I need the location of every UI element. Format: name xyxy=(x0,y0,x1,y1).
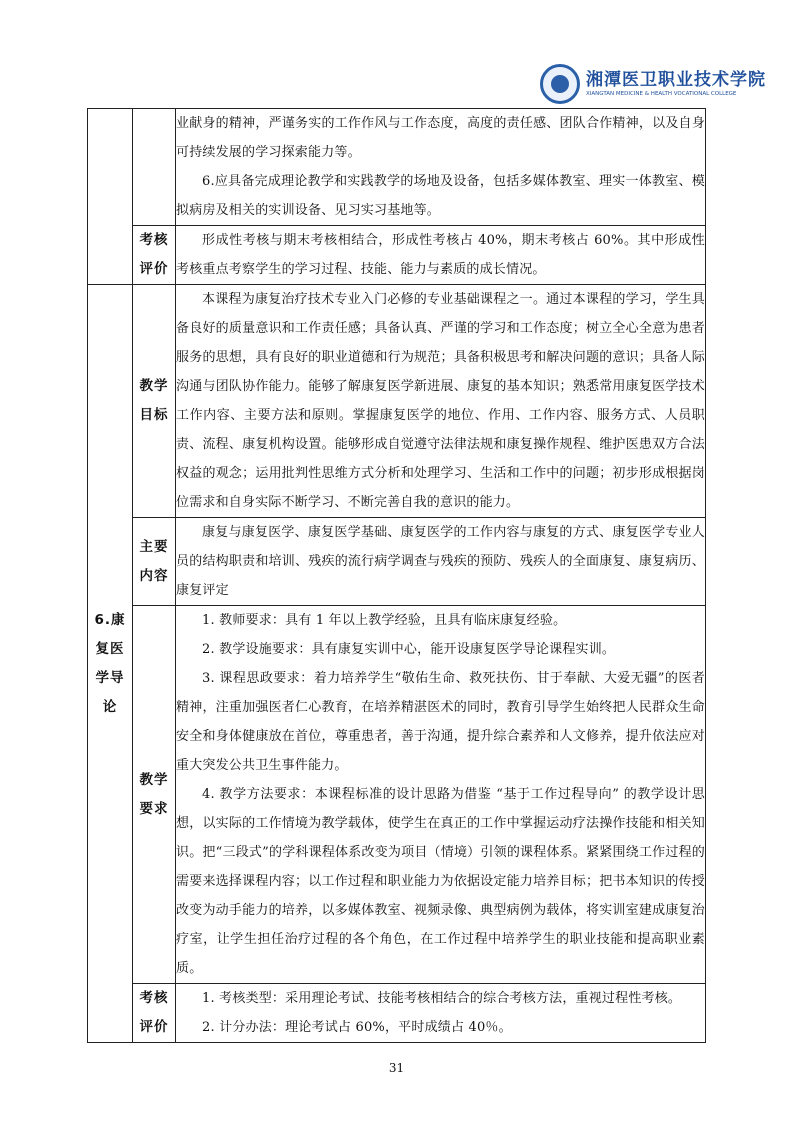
college-logo xyxy=(540,64,766,104)
assessment-cell xyxy=(176,984,706,1043)
content-text: 康复与康复医学、康复医学基础、康复医学的工作内容与康复的方式、康复医学专业人员的结构职责和培训、残疾的流行病学调查与残疾的预防、残疾人的全面康复、康复病历、康复评定 xyxy=(176,525,705,598)
table-row xyxy=(88,226,706,285)
college-name-en: XIANGTAN MEDICINE & HEALTH VOCATIONAL COLLEGE xyxy=(586,91,737,97)
prev-content-para-1: 业献身的精神，严谨务实的工作作风与工作态度，高度的责任感、团队合作精神，以及自身可持续发展的学习探索能力等。 xyxy=(176,116,705,160)
table-row xyxy=(88,606,706,984)
requirements-label: 教学 要求 xyxy=(133,606,176,984)
content-label: 主要 内容 xyxy=(133,518,176,606)
requirement-item: 3. 课程思政要求：着力培养学生“敬佑生命、救死扶伤、甘于奉献、大爱无疆”的医者精神，注重加强医者仁心教育，在培养精湛医术的同时，教育引导学生始终把人民群众生命安全和身体健康放在首位，尊重患者，善于沟通，提升综合素养和人文修养，提升依法应对重大突发公共卫生事件能力。 xyxy=(176,671,705,773)
prev-assessment-cell xyxy=(176,226,706,285)
assessment-item: 2. 计分办法：理论考试占 60%，平时成绩占 40％。 xyxy=(202,1020,512,1035)
requirement-item: 4. 教学方法要求：本课程标准的设计思路为借鉴 “基于工作过程导向” 的教学设计思想，以实际的工作情境为教学载体，使学生在真正的工作中掌握运动疗法操作技能和相关知识。把“三段式”的学科课程体系改变为项目（情境）引领的课程体系。紧紧围绕工作过程的需要来选择课程内容；以工作过程和职业能力为依据设定能力培养目标；把书本知识的传授改变为动手能力的培养，以多媒体教室、视频录像、典型病例为载体，将实训室建成康复治疗室，让学生担任治疗过程的各个角色，在工作过程中培养学生的职业技能和提高职业素质。 xyxy=(176,787,705,976)
assessment-label: 考核 评价 xyxy=(133,984,176,1043)
prev-course-cell xyxy=(88,109,133,285)
course-table xyxy=(87,108,706,1043)
requirements-cell xyxy=(176,606,706,984)
goals-cell xyxy=(176,285,706,518)
goals-label: 教学 目标 xyxy=(133,285,176,518)
table-row xyxy=(88,285,706,518)
course-name-cell: 6.康 复医 学导 论 xyxy=(88,285,133,1043)
prev-content-para-2: 6.应具备完成理论教学和实践教学的场地及设备，包括多媒体教室、理实一体教室、模拟病房及相关的实训设备、见习实习基地等。 xyxy=(176,174,705,218)
assessment-item: 1. 考核类型：采用理论考试、技能考核相结合的综合考核方法，重视过程性考核。 xyxy=(202,991,682,1006)
table-row xyxy=(88,518,706,606)
table-row xyxy=(88,109,706,226)
table-row xyxy=(88,984,706,1043)
college-name-cn: 湘潭医卫职业技术学院 xyxy=(586,70,766,90)
requirement-item: 1. 教师要求：具有 1 年以上教学经验，且具有临床康复经验。 xyxy=(202,613,567,628)
content-cell xyxy=(176,518,706,606)
goals-text: 本课程为康复治疗技术专业入门必修的专业基础课程之一。通过本课程的学习，学生具备良好的质量意识和工作责任感；具备认真、严谨的学习和工作态度；树立全心全意为患者服务的思想，具有良好的职业道德和行为规范；具备积极思考和解决问题的意识；具备人际沟通与团队协作能力。能够了解康复医学新进展、康复的基本知识；熟悉常用康复医学技术工作内容、主要方法和原则。掌握康复医学的地位、作用、工作内容、服务方式、人员职责、流程、康复机构设置。能够形成自觉遵守法律法规和康复操作规程、维护医患双方合法权益的观念；运用批判性思维方式分析和处理学习、生活和工作中的问题；初步形成根据岗位需求和自身实际不断学习、不断完善自我的意识的能力。 xyxy=(176,292,705,510)
college-seal-icon xyxy=(540,64,580,104)
prev-assessment-text: 形成性考核与期末考核相结合，形成性考核占 40%，期末考核占 60%。其中形成性考核重点考察学生的学习过程、技能、能力与素质的成长情况。 xyxy=(176,233,705,277)
prev-content-cell xyxy=(176,109,706,226)
page-number: 31 xyxy=(388,1061,405,1075)
prev-assessment-label: 考核 评价 xyxy=(133,226,176,285)
prev-section-label xyxy=(133,109,176,226)
requirement-item: 2. 教学设施要求：具有康复实训中心，能开设康复医学导论课程实训。 xyxy=(202,642,616,657)
